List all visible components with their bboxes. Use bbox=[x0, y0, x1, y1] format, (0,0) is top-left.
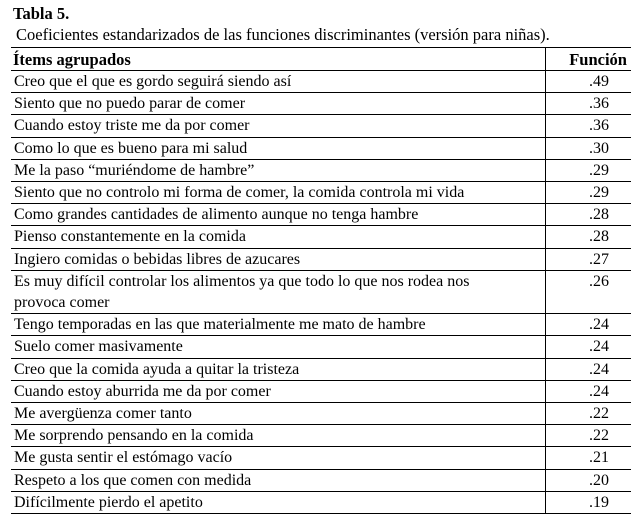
value-cell: .24 bbox=[546, 336, 631, 358]
item-cell: Creo que la comida ayuda a quitar la tristeza bbox=[11, 358, 546, 380]
value-cell: .28 bbox=[546, 226, 631, 248]
item-text-line-2: provoca comer bbox=[14, 294, 110, 312]
table-row bbox=[11, 358, 631, 380]
table-row bbox=[11, 204, 631, 226]
item-cell: Como lo que es bueno para mi salud bbox=[11, 137, 546, 159]
item-cell: Me avergüenza comer tanto bbox=[11, 403, 546, 425]
table-row bbox=[11, 403, 631, 425]
table-row bbox=[11, 159, 631, 181]
value-cell: .28 bbox=[546, 204, 631, 226]
value-cell: .36 bbox=[546, 93, 631, 115]
item-cell: Me gusta sentir el estómago vacío bbox=[11, 447, 546, 469]
item-cell: Tengo temporadas en las que materialmente me mato de hambre bbox=[11, 314, 546, 336]
table-row bbox=[11, 491, 631, 513]
value-cell: .22 bbox=[546, 425, 631, 447]
value-cell: .27 bbox=[546, 248, 631, 270]
table-row bbox=[11, 226, 631, 248]
table-row bbox=[11, 93, 631, 115]
value-cell: .29 bbox=[546, 159, 631, 181]
table-row bbox=[11, 425, 631, 447]
value-cell: .22 bbox=[546, 403, 631, 425]
table-row bbox=[11, 336, 631, 358]
table-row bbox=[11, 314, 631, 336]
table-row bbox=[11, 270, 631, 313]
item-cell: Suelo comer masivamente bbox=[11, 336, 546, 358]
value-cell: .24 bbox=[546, 314, 631, 336]
value-cell: .29 bbox=[546, 182, 631, 204]
item-cell bbox=[11, 270, 546, 313]
item-cell: Difícilmente pierdo el apetito bbox=[11, 491, 546, 513]
item-cell: Me sorprendo pensando en la comida bbox=[11, 425, 546, 447]
value-cell: .30 bbox=[546, 137, 631, 159]
item-cell: Cuando estoy triste me da por comer bbox=[11, 115, 546, 137]
table-row bbox=[11, 469, 631, 491]
item-text-line-1: Es muy difícil controlar los alimentos ya que todo lo que nos rodea nos bbox=[14, 272, 470, 290]
value-cell: .19 bbox=[546, 491, 631, 513]
table-row bbox=[11, 137, 631, 159]
table-row bbox=[11, 380, 631, 402]
table-row bbox=[11, 115, 631, 137]
table-row bbox=[11, 71, 631, 93]
item-cell: Me la paso “muriéndome de hambre” bbox=[11, 159, 546, 181]
value-cell: .26 bbox=[546, 270, 631, 313]
value-cell: .36 bbox=[546, 115, 631, 137]
table-container bbox=[11, 47, 631, 514]
value-cell: .49 bbox=[546, 71, 631, 93]
value-cell: .24 bbox=[546, 380, 631, 402]
value-cell: .24 bbox=[546, 358, 631, 380]
value-cell: .20 bbox=[546, 469, 631, 491]
header-function: Función bbox=[546, 48, 631, 71]
table-row bbox=[11, 248, 631, 270]
item-cell: Cuando estoy aburrida me da por comer bbox=[11, 380, 546, 402]
item-cell: Siento que no puedo parar de comer bbox=[11, 93, 546, 115]
table-caption: Coeficientes estandarizados de las funciones discriminantes (versión para niñas). bbox=[16, 25, 550, 44]
item-cell: Pienso constantemente en la comida bbox=[11, 226, 546, 248]
value-cell: .21 bbox=[546, 447, 631, 469]
header-items: Ítems agrupados bbox=[11, 48, 546, 71]
item-cell: Ingiero comidas o bebidas libres de azucares bbox=[11, 248, 546, 270]
table-row bbox=[11, 447, 631, 469]
table-row bbox=[11, 182, 631, 204]
discriminant-functions-table bbox=[11, 47, 631, 514]
item-cell: Creo que el que es gordo seguirá siendo así bbox=[11, 71, 546, 93]
table-header-row bbox=[11, 48, 631, 71]
item-cell: Siento que no controlo mi forma de comer, la comida controla mi vida bbox=[11, 182, 546, 204]
item-cell: Respeto a los que comen con medida bbox=[11, 469, 546, 491]
item-cell: Como grandes cantidades de alimento aunque no tenga hambre bbox=[11, 204, 546, 226]
table-number: Tabla 5. bbox=[13, 4, 70, 23]
